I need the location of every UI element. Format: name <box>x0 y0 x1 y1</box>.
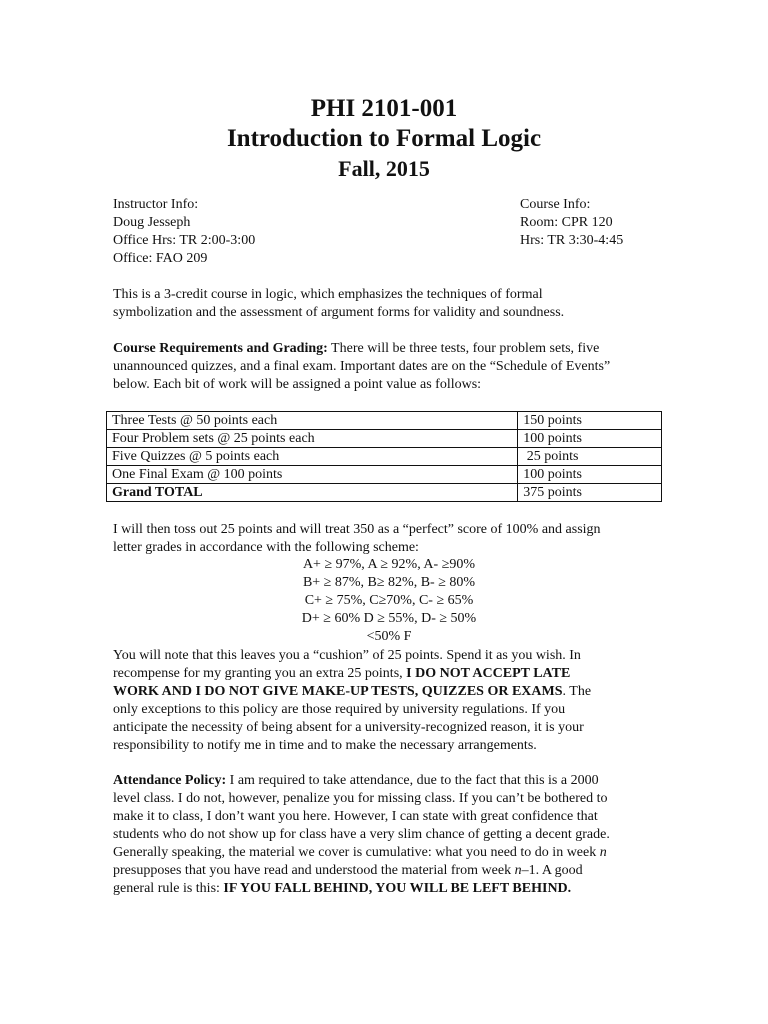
requirements-line: unannounced quizzes, and a final exam. Important dates are on the “Schedule of Events” <box>113 359 611 374</box>
instructor-office-hours: Office Hrs: TR 2:00-3:00 <box>113 233 256 248</box>
table-cell-points: 150 points <box>518 412 662 430</box>
attendance-line <box>113 880 665 898</box>
attendance-variable: n <box>599 845 607 860</box>
requirements-text: There will be three tests, four problem sets, five <box>327 341 600 356</box>
grade-scale-line: C+ ≥ 75%, C≥70%, C- ≥ 65% <box>304 593 474 608</box>
course-info-heading: Course Info: <box>520 197 591 212</box>
cushion-line: responsibility to notify me in time and to make the necessary arrangements. <box>113 738 537 753</box>
cushion-line <box>113 683 665 701</box>
attendance-text: presupposes that you have read and understood the material from week <box>113 863 515 878</box>
table-row <box>107 448 662 466</box>
cushion-line: only exceptions to this policy are those required by university regulations. If you <box>113 702 566 717</box>
attendance-variable: n <box>514 863 522 878</box>
grade-scale-line: A+ ≥ 97%, A ≥ 92%, A- ≥90% <box>302 557 476 572</box>
attendance-bold-text: IF YOU FALL BEHIND, YOU WILL BE LEFT BEHIND. <box>223 881 572 896</box>
cushion-line <box>113 665 665 683</box>
intro-line: This is a 3-credit course in logic, which emphasizes the techniques of formal <box>113 287 543 302</box>
requirements-line <box>113 340 665 358</box>
intro-paragraph <box>113 286 665 322</box>
requirements-paragraph <box>113 340 665 394</box>
attendance-line: make it to class, I don’t want you here. However, I can state with great confidence that <box>113 809 598 824</box>
course-code: PHI 2101-001 <box>310 95 458 122</box>
instructor-name: Doug Jesseph <box>113 215 191 230</box>
table-cell-points: 100 points <box>518 466 662 484</box>
cushion-paragraph <box>113 647 665 755</box>
grading-line: letter grades in accordance with the following scheme: <box>113 540 419 555</box>
table-cell-item: One Final Exam @ 100 points <box>107 466 518 484</box>
course-term: Fall, 2015 <box>338 156 430 181</box>
course-hours: Hrs: TR 3:30-4:45 <box>520 233 624 248</box>
table-cell-total-points: 375 points <box>518 484 662 502</box>
requirements-label: Course Requirements and Grading: <box>113 341 328 356</box>
cushion-text: recompense for my granting you an extra 25 points, <box>113 666 407 681</box>
instructor-heading: Instructor Info: <box>113 197 199 212</box>
attendance-line: students who do not show up for class have a very slim chance of getting a decent grade. <box>113 827 610 842</box>
grading-paragraph <box>113 521 665 557</box>
cushion-bold-text: I DO NOT ACCEPT LATE <box>406 666 571 681</box>
table-cell-points: 25 points <box>518 448 662 466</box>
cushion-line: You will note that this leaves you a “cushion” of 25 points. Spend it as you wish. In <box>113 648 581 663</box>
title-block <box>0 94 768 184</box>
attendance-line <box>113 862 665 880</box>
grade-scale-line: B+ ≥ 87%, B≥ 82%, B- ≥ 80% <box>302 575 476 590</box>
attendance-line <box>113 772 665 790</box>
cushion-text: . The <box>562 684 592 699</box>
cushion-bold-text: WORK AND I DO NOT GIVE MAKE-UP TESTS, QUIZZES OR EXAMS <box>113 684 563 699</box>
course-room: Room: CPR 120 <box>520 215 613 230</box>
cushion-line: anticipate the necessity of being absent for a university-recognized reason, it is your <box>113 720 584 735</box>
instructor-info <box>113 196 255 268</box>
course-info <box>520 196 623 250</box>
instructor-office: Office: FAO 209 <box>113 251 208 266</box>
attendance-line <box>113 844 665 862</box>
attendance-text: Generally speaking, the material we cover is cumulative: what you need to do in week <box>113 845 600 860</box>
table-row <box>107 412 662 430</box>
grade-scale-line: <50% F <box>366 629 412 644</box>
table-row <box>107 466 662 484</box>
attendance-line: level class. I do not, however, penalize you for missing class. If you can’t be bothered to <box>113 791 608 806</box>
grade-scale-line: D+ ≥ 60% D ≥ 55%, D- ≥ 50% <box>301 611 477 626</box>
table-cell-points: 100 points <box>518 430 662 448</box>
table-row <box>107 430 662 448</box>
table-cell-item: Three Tests @ 50 points each <box>107 412 518 430</box>
points-table <box>106 411 662 502</box>
table-cell-total-label: Grand TOTAL <box>107 484 518 502</box>
intro-line: symbolization and the assessment of argument forms for validity and soundness. <box>113 305 565 320</box>
attendance-text: –1. A good <box>521 863 583 878</box>
attendance-text: general rule is this: <box>113 881 224 896</box>
grade-scale <box>113 556 665 646</box>
grading-line: I will then toss out 25 points and will treat 350 as a “perfect” score of 100% and assign <box>113 522 601 537</box>
attendance-text: I am required to take attendance, due to the fact that this is a 2000 <box>226 773 599 788</box>
table-cell-item: Five Quizzes @ 5 points each <box>107 448 518 466</box>
course-title: Introduction to Formal Logic <box>226 125 542 152</box>
attendance-label: Attendance Policy: <box>113 773 227 788</box>
requirements-line: below. Each bit of work will be assigned a point value as follows: <box>113 377 482 392</box>
table-cell-item: Four Problem sets @ 25 points each <box>107 430 518 448</box>
table-row-total <box>107 484 662 502</box>
attendance-paragraph <box>113 772 665 898</box>
